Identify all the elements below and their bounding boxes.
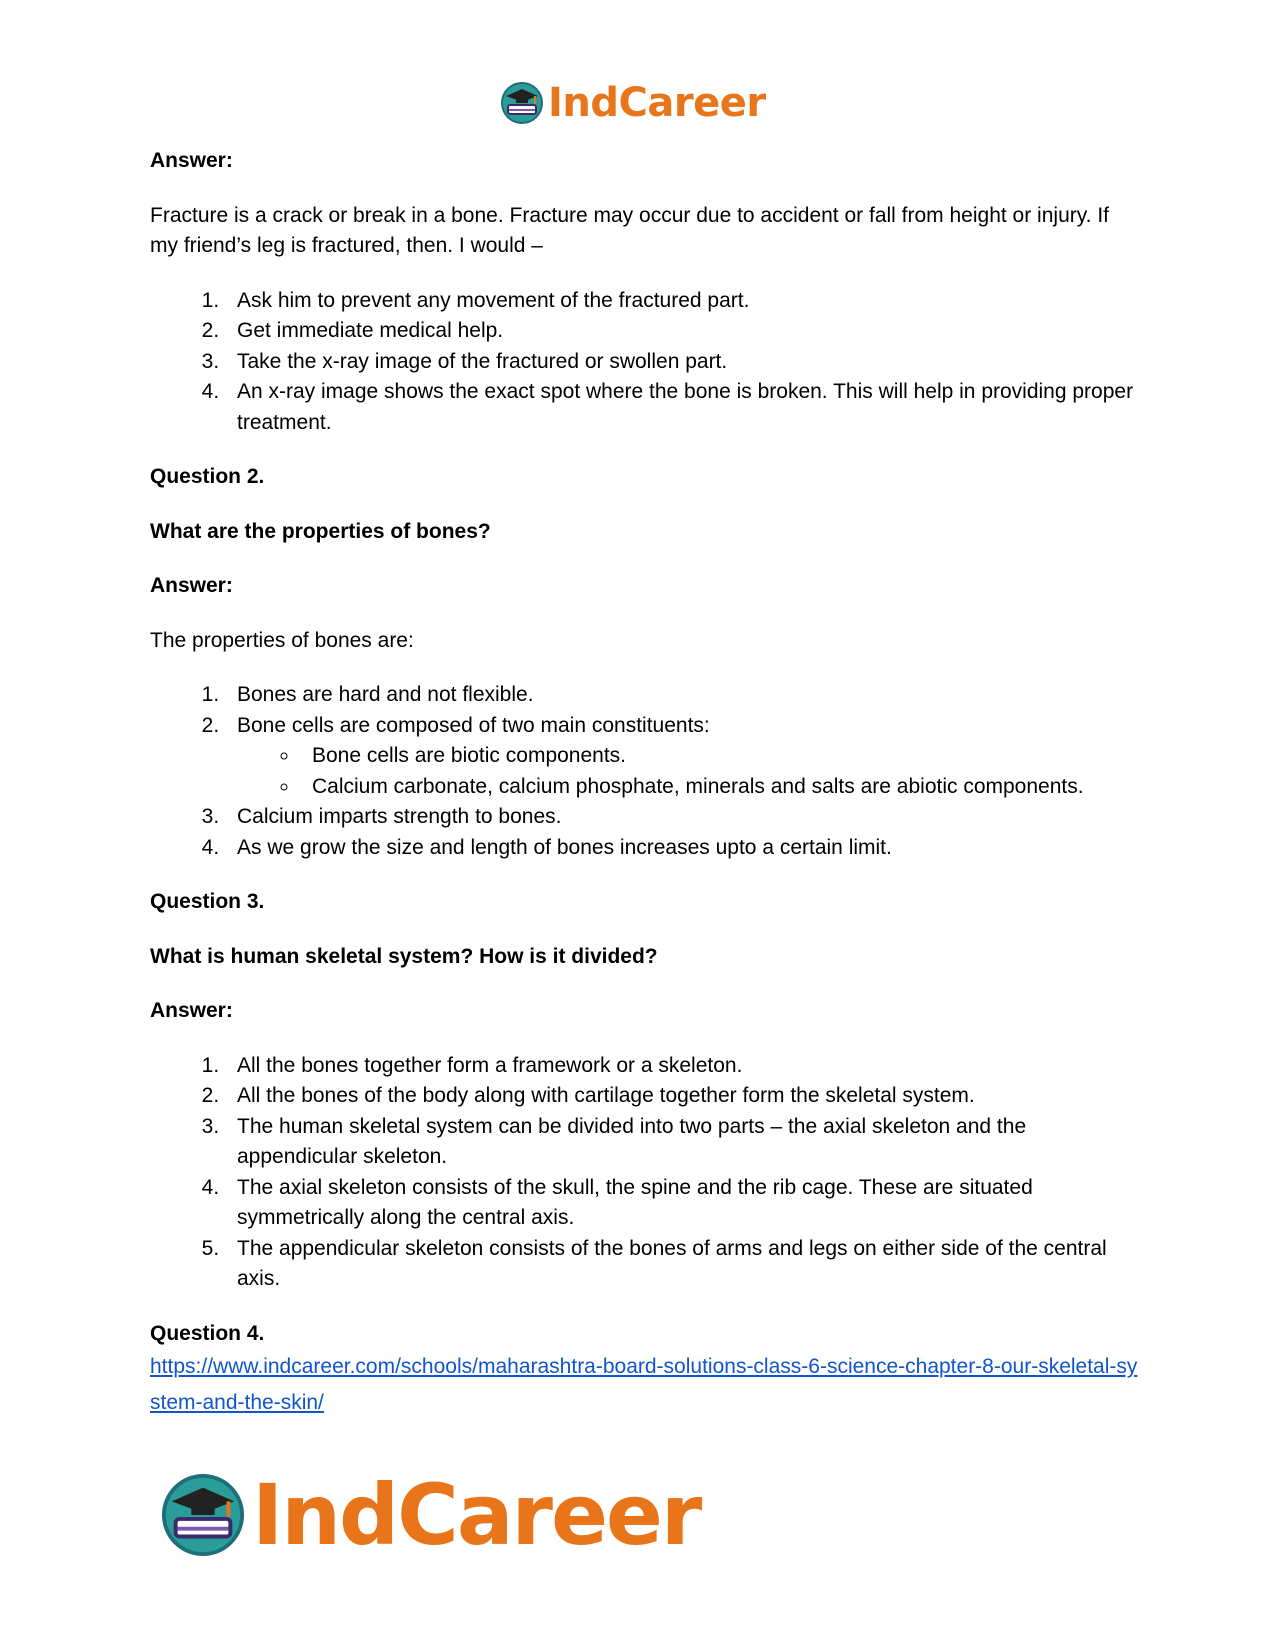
answer-list [150, 680, 1140, 863]
sub-list-item: ◦ Bone cells are biotic components. [300, 741, 1140, 772]
answer-heading: Answer: [150, 574, 233, 597]
sub-list-item: ◦ Calcium carbonate, calcium phosphate, minerals and salts are abiotic components. [300, 772, 1140, 803]
list-item: 1. All the bones together form a framework or a skeleton. [225, 1051, 1140, 1082]
list-item: 2. Get immediate medical help. [225, 316, 1140, 347]
answer-heading: Answer: [150, 999, 233, 1022]
list-item: 4. As we grow the size and length of bones increases upto a certain limit. [225, 833, 1140, 864]
list-item: 5. The appendicular skeleton consists of the bones of arms and legs on either side of the central axis. [225, 1234, 1140, 1295]
answer-list [150, 1051, 1140, 1295]
answer-list [150, 286, 1140, 439]
list-item: 1. Ask him to prevent any movement of the fractured part. [225, 286, 1140, 317]
answer-heading: Answer: [150, 149, 233, 172]
list-item: 4. An x-ray image shows the exact spot where the bone is broken. This will help in providing proper treatment. [225, 377, 1140, 438]
answer-paragraph: Fracture is a crack or break in a bone. Fracture may occur due to accident or fall from height or injury. If my friend’s leg is fractured, then. I would – [150, 203, 1110, 257]
question-label: Question 2. [150, 465, 265, 488]
header-logo [500, 80, 766, 126]
list-item: 2. All the bones of the body along with cartilage together form the skeletal system. [225, 1081, 1140, 1112]
list-item: 3. Take the x-ray image of the fractured or swollen part. [225, 347, 1140, 378]
question-label: Question 3. [150, 890, 265, 913]
graduation-book-icon [500, 81, 544, 125]
source-link[interactable]: https://www.indcareer.com/schools/maharashtra-board-solutions-class-6-science-chapter-8-our-skeletal-system-and-the-skin/ [150, 1355, 1138, 1414]
list-item: 3. Calcium imparts strength to bones. [225, 802, 1140, 833]
question-label: Question 4. [150, 1321, 265, 1345]
list-item [225, 711, 1140, 803]
answer-paragraph: The properties of bones are: [150, 628, 414, 652]
list-item: 3. The human skeletal system can be divided into two parts – the axial skeleton and the appendicular skeleton. [225, 1112, 1140, 1173]
logo-wordmark: IndCareer [548, 80, 766, 126]
graduation-book-icon [160, 1472, 246, 1558]
sub-list [237, 741, 1140, 802]
list-item: 1. Bones are hard and not flexible. [225, 680, 1140, 711]
question-text: What are the properties of bones? [150, 519, 491, 543]
logo-wordmark: IndCareer [252, 1466, 701, 1564]
list-item: 4. The axial skeleton consists of the skull, the spine and the rib cage. These are situated symmetrically along the central axis. [225, 1173, 1140, 1234]
footer-logo [160, 1466, 701, 1564]
list-item-text: Bone cells are composed of two main constituents: [237, 713, 710, 737]
question-text: What is human skeletal system? How is it divided? [150, 944, 658, 968]
document-body [150, 146, 1140, 1421]
